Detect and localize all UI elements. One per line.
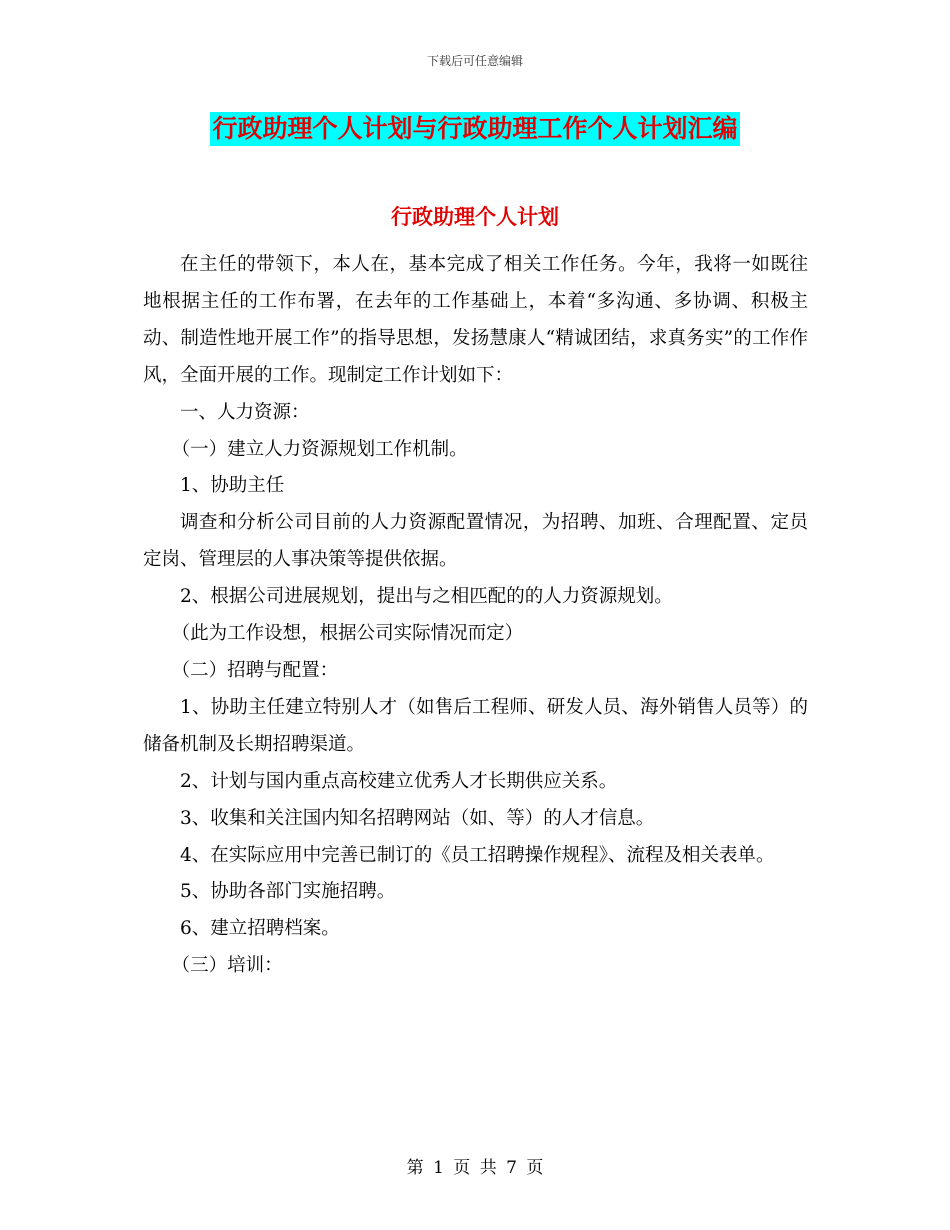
main-title-container — [0, 112, 950, 146]
subheading-training: （三）培训： — [171, 955, 283, 977]
page-header-note: 下载后可任意编辑 — [426, 54, 523, 68]
paragraph-survey: 调查和分析公司目前的人力资源配置情况，为招聘、加班、合理配置、定员定岗、管理层的人事决策等提供依据。 — [143, 512, 808, 571]
intro-paragraph: 在主任的带领下，本人在，基本完成了相关工作任务。今年，我将一如既往地根据主任的工作布署，在去年的工作基础上，本着“多沟通、多协调、积极主动、制造性地开展工作”的指导思想，发扬慧康人“精诚团结，求真务实”的工作作风，全面开展的工作。现制定工作计划如下： — [143, 254, 808, 386]
document-body — [143, 247, 808, 985]
heading-hr: 一、人力资源： — [180, 401, 310, 423]
list-item: 3、收集和关注国内知名招聘网站（如、等）的人才信息。 — [180, 807, 655, 829]
list-item: 2、根据公司进展规划，提出与之相匹配的的人力资源规划。 — [180, 586, 673, 608]
list-item: 4、在实际应用中完善已制订的《员工招聘操作规程》、流程及相关表单。 — [180, 844, 775, 866]
main-title: 行政助理个人计划与行政助理工作个人计划汇编 — [210, 112, 739, 146]
page-number: 第 1 页 共 7 页 — [406, 1158, 544, 1178]
list-item: 6、建立招聘档案。 — [180, 918, 340, 940]
subheading-recruitment: （二）招聘与配置： — [171, 659, 339, 681]
subheading-planning: （一）建立人力资源规划工作机制。 — [171, 438, 468, 460]
note-paragraph: （此为工作设想，根据公司实际情况而定） — [171, 623, 524, 645]
list-item: 5、协助各部门实施招聘。 — [180, 881, 396, 903]
section-title: 行政助理个人计划 — [391, 204, 559, 229]
list-item: 1、协助主任建立特别人才（如售后工程师、研发人员、海外销售人员等）的储备机制及长期招聘渠道。 — [143, 696, 808, 755]
list-item: 1、协助主任 — [180, 475, 285, 497]
list-item: 2、计划与国内重点高校建立优秀人才长期供应关系。 — [180, 770, 618, 792]
